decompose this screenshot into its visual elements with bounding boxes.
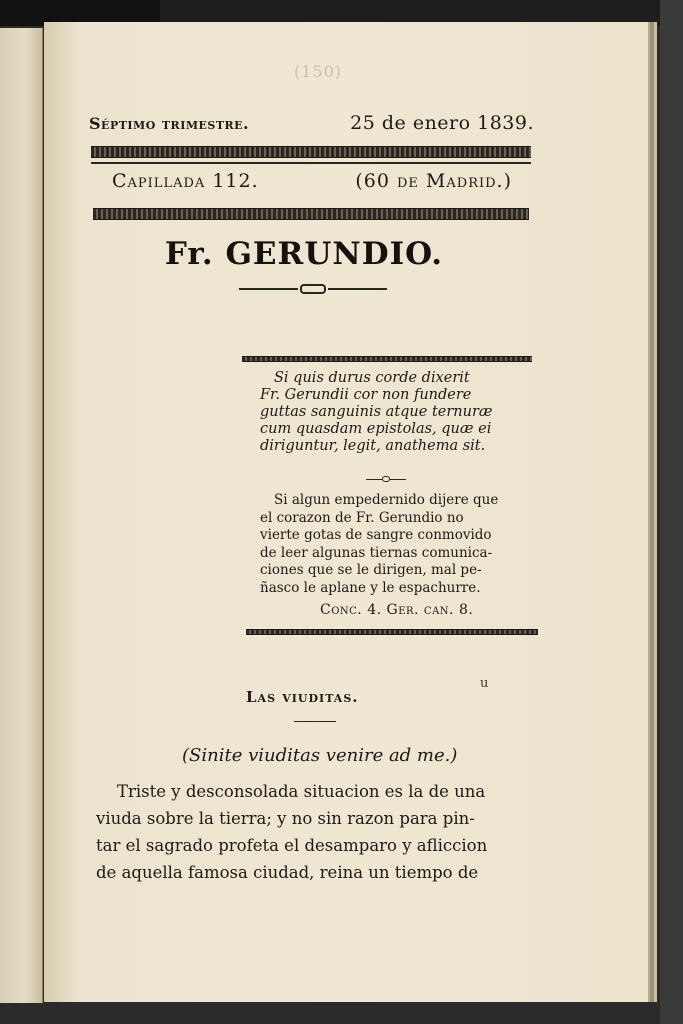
issue-header (89, 112, 534, 134)
chapel-number: Capillada 112. (112, 170, 259, 192)
epigraph-citation: Conc. 4. Ger. can. 8. (320, 602, 474, 618)
document-page (44, 22, 648, 1002)
madrid-number: (60 de Madrid.) (355, 170, 512, 192)
trimester-label: Séptimo trimestre. (89, 114, 250, 133)
header-rule-bottom (93, 208, 529, 220)
epigraph-spanish: Si algun empedernido dijere que el corazon de Fr. Gerundio no vierte gotas de sangre conmovido de leer algunas tiernas comunica- ciones que se le dirigen, mal pe- ñasco le aplane y le espachurre. (260, 492, 499, 596)
facing-page-edge (0, 28, 43, 1003)
chapel-header (112, 170, 512, 192)
page-number-bleed: (150) (294, 62, 343, 81)
header-rule-top (91, 146, 531, 158)
body-line: de aquella famosa ciudad, reina un tiempo de (96, 863, 479, 882)
body-line: viuda sobre la tierra; y no sin razon para pin- (96, 809, 475, 828)
section-title: Las viuditas. (246, 688, 359, 706)
issue-date: 25 de enero 1839. (350, 112, 534, 134)
header-rule-thin (91, 162, 531, 164)
epigraph-rule-bottom (246, 629, 538, 635)
newspaper-title: Fr. GERUNDIO. (164, 236, 444, 272)
scan-background-right (660, 0, 683, 1024)
page-mark: u (480, 676, 489, 691)
section-title-rule (294, 721, 336, 722)
epigraph-latin: Si quis durus corde dixerit Fr. Gerundii cor non fundere guttas sanguinis atque ternuræ cum quasdam epistolas, quæ ei diriguntur, legit, anathema sit. (260, 370, 493, 454)
epigraph-ornament (366, 477, 406, 481)
section-quote: (Sinite viuditas venire ad me.) (182, 745, 458, 766)
body-line: tar el sagrado profeta el desamparo y afliccion (96, 836, 488, 855)
title-ornament (239, 286, 387, 292)
epigraph-rule-top (242, 356, 532, 362)
article-body (96, 778, 542, 886)
body-line: Triste y desconsolada situacion es la de una (117, 782, 486, 801)
